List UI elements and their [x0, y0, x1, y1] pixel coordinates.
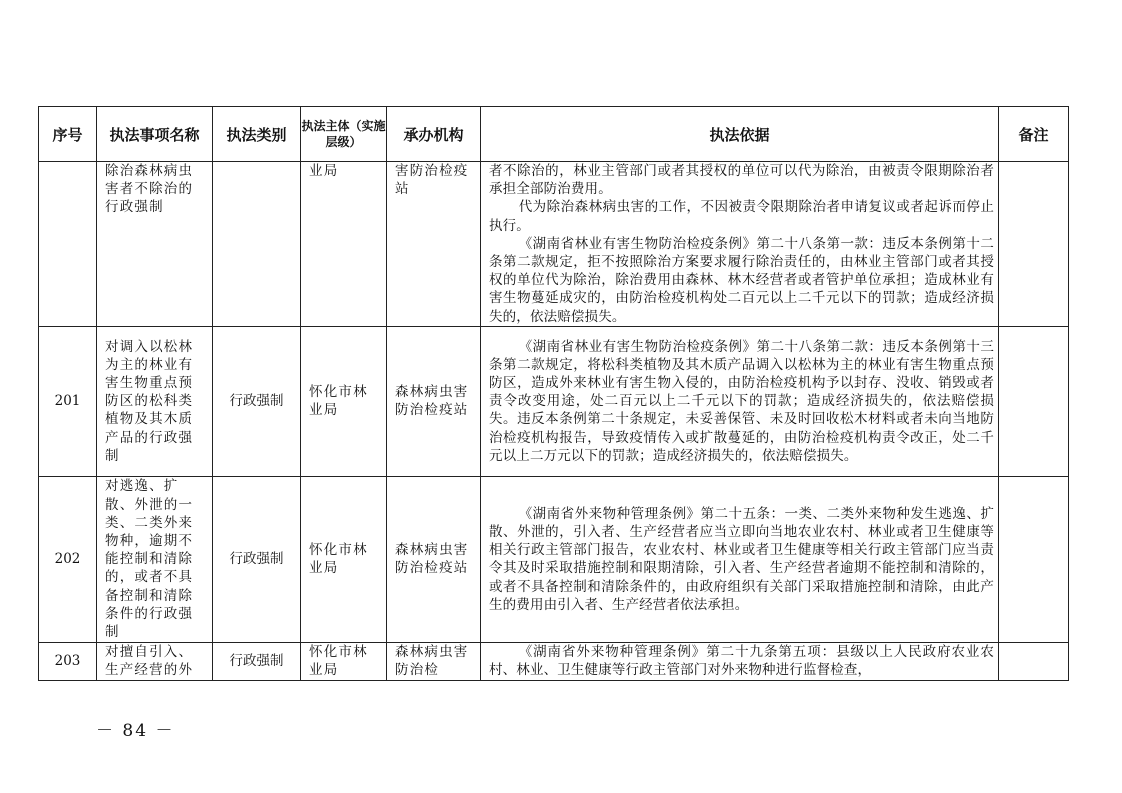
basis-cell — [481, 476, 999, 642]
header-agency: 承办机构 — [387, 107, 481, 162]
header-remarks: 备注 — [999, 107, 1069, 162]
basis-paragraph: 《湖南省外来物种管理条例》第二十九条第五项：县级以上人民政府农业农村、林业、卫生健康等行政主管部门对外来物种进行监督检查， — [489, 644, 994, 679]
subject-cell: 业局 — [301, 162, 387, 327]
remarks-cell — [999, 476, 1069, 642]
table-header-row — [39, 107, 1069, 162]
basis-cell — [481, 162, 999, 327]
basis-paragraph: 《湖南省林业有害生物防治检疫条例》第二十八条第一款：违反本条例第十二条第二款规定，拒不按照除治方案要求履行除治责任的，由林业主管部门或者其授权的单位代为除治，除治费用由森林、林木经营者或者管护单位承担；造成林业有害生物蔓延成灾的，由防治检疫机构处二百元以上二千元以下的罚款；造成经济损失的，依法赔偿损失。 — [489, 235, 994, 325]
header-category: 执法类别 — [213, 107, 301, 162]
basis-cell — [481, 642, 999, 680]
header-basis: 执法依据 — [481, 107, 999, 162]
table-row — [39, 326, 1069, 476]
agency-cell: 害防治检疫站 — [387, 162, 481, 327]
table-row — [39, 476, 1069, 642]
page-number: － 84 － — [96, 721, 175, 741]
category-cell: 行政强制 — [213, 326, 301, 476]
basis-paragraph: 《湖南省外来物种管理条例》第二十五条：一类、二类外来物种发生逃逸、扩散、外泄的，引入者、生产经营者应当立即向当地农业农村、林业或者卫生健康等相关行政主管部门报告，农业农村、林业或者卫生健康等相关行政主管部门应当责令其及时采取措施控制和限期清除，引入者、生产经营者逾期不能控制和清除的，或者不具备控制和清除条件的，由政府组织有关部门采取措施控制和清除，由此产生的费用由引入者、生产经营者依法承担。 — [489, 505, 994, 613]
item-name-cell: 除治森林病虫害者不除治的行政强制 — [97, 162, 213, 327]
item-name-cell: 对擅自引入、生产经营的外 — [97, 642, 213, 680]
remarks-cell — [999, 162, 1069, 327]
category-cell: 行政强制 — [213, 476, 301, 642]
category-cell: 行政强制 — [213, 642, 301, 680]
enforcement-table-sheet — [38, 106, 1068, 681]
enforcement-table — [38, 106, 1069, 681]
seq-cell: 203 — [39, 642, 97, 680]
remarks-cell — [999, 642, 1069, 680]
agency-cell: 森林病虫害防治检疫站 — [387, 326, 481, 476]
table-row — [39, 642, 1069, 680]
item-name-cell: 对调入以松林为主的林业有害生物重点预防区的松科类植物及其木质产品的行政强制 — [97, 326, 213, 476]
header-seq: 序号 — [39, 107, 97, 162]
remarks-cell — [999, 326, 1069, 476]
basis-paragraph: 代为除治森林病虫害的工作，不因被责令限期除治者申请复议或者起诉而停止执行。 — [489, 199, 994, 234]
subject-cell: 怀化市林业局 — [301, 642, 387, 680]
agency-cell: 森林病虫害防治检 — [387, 642, 481, 680]
seq-cell: 202 — [39, 476, 97, 642]
item-name-cell: 对逃逸、扩散、外泄的一类、二类外来物种，逾期不能控制和清除的，或者不具备控制和清除条件的行政强制 — [97, 476, 213, 642]
basis-paragraph: 《湖南省林业有害生物防治检疫条例》第二十八条第二款：违反本条例第十三条第二款规定，将松科类植物及其木质产品调入以松林为主的林业有害生物重点预防区，造成外来林业有害生物入侵的，由防治检疫机构予以封存、没收、销毁或者责令改变用途，处二百元以上二千元以下的罚款；造成经济损失的，依法赔偿损失。违反本条例第二十条规定，未妥善保管、未及时回收松木材料或者未向当地防治检疫机构报告，导致疫情传入或扩散蔓延的，由防治检疫机构责令改正，处二千元以上二万元以下的罚款；造成经济损失的，依法赔偿损失。 — [489, 338, 994, 464]
agency-cell: 森林病虫害防治检疫站 — [387, 476, 481, 642]
seq-cell — [39, 162, 97, 327]
seq-cell: 201 — [39, 326, 97, 476]
category-cell — [213, 162, 301, 327]
subject-cell: 怀化市林业局 — [301, 476, 387, 642]
table-row — [39, 162, 1069, 327]
header-subject: 执法主体（实施层级） — [301, 107, 387, 162]
subject-cell: 怀化市林业局 — [301, 326, 387, 476]
basis-paragraph: 者不除治的，林业主管部门或者其授权的单位可以代为除治，由被责令限期除治者承担全部防治费用。 — [489, 163, 994, 198]
header-name: 执法事项名称 — [97, 107, 213, 162]
basis-cell — [481, 326, 999, 476]
